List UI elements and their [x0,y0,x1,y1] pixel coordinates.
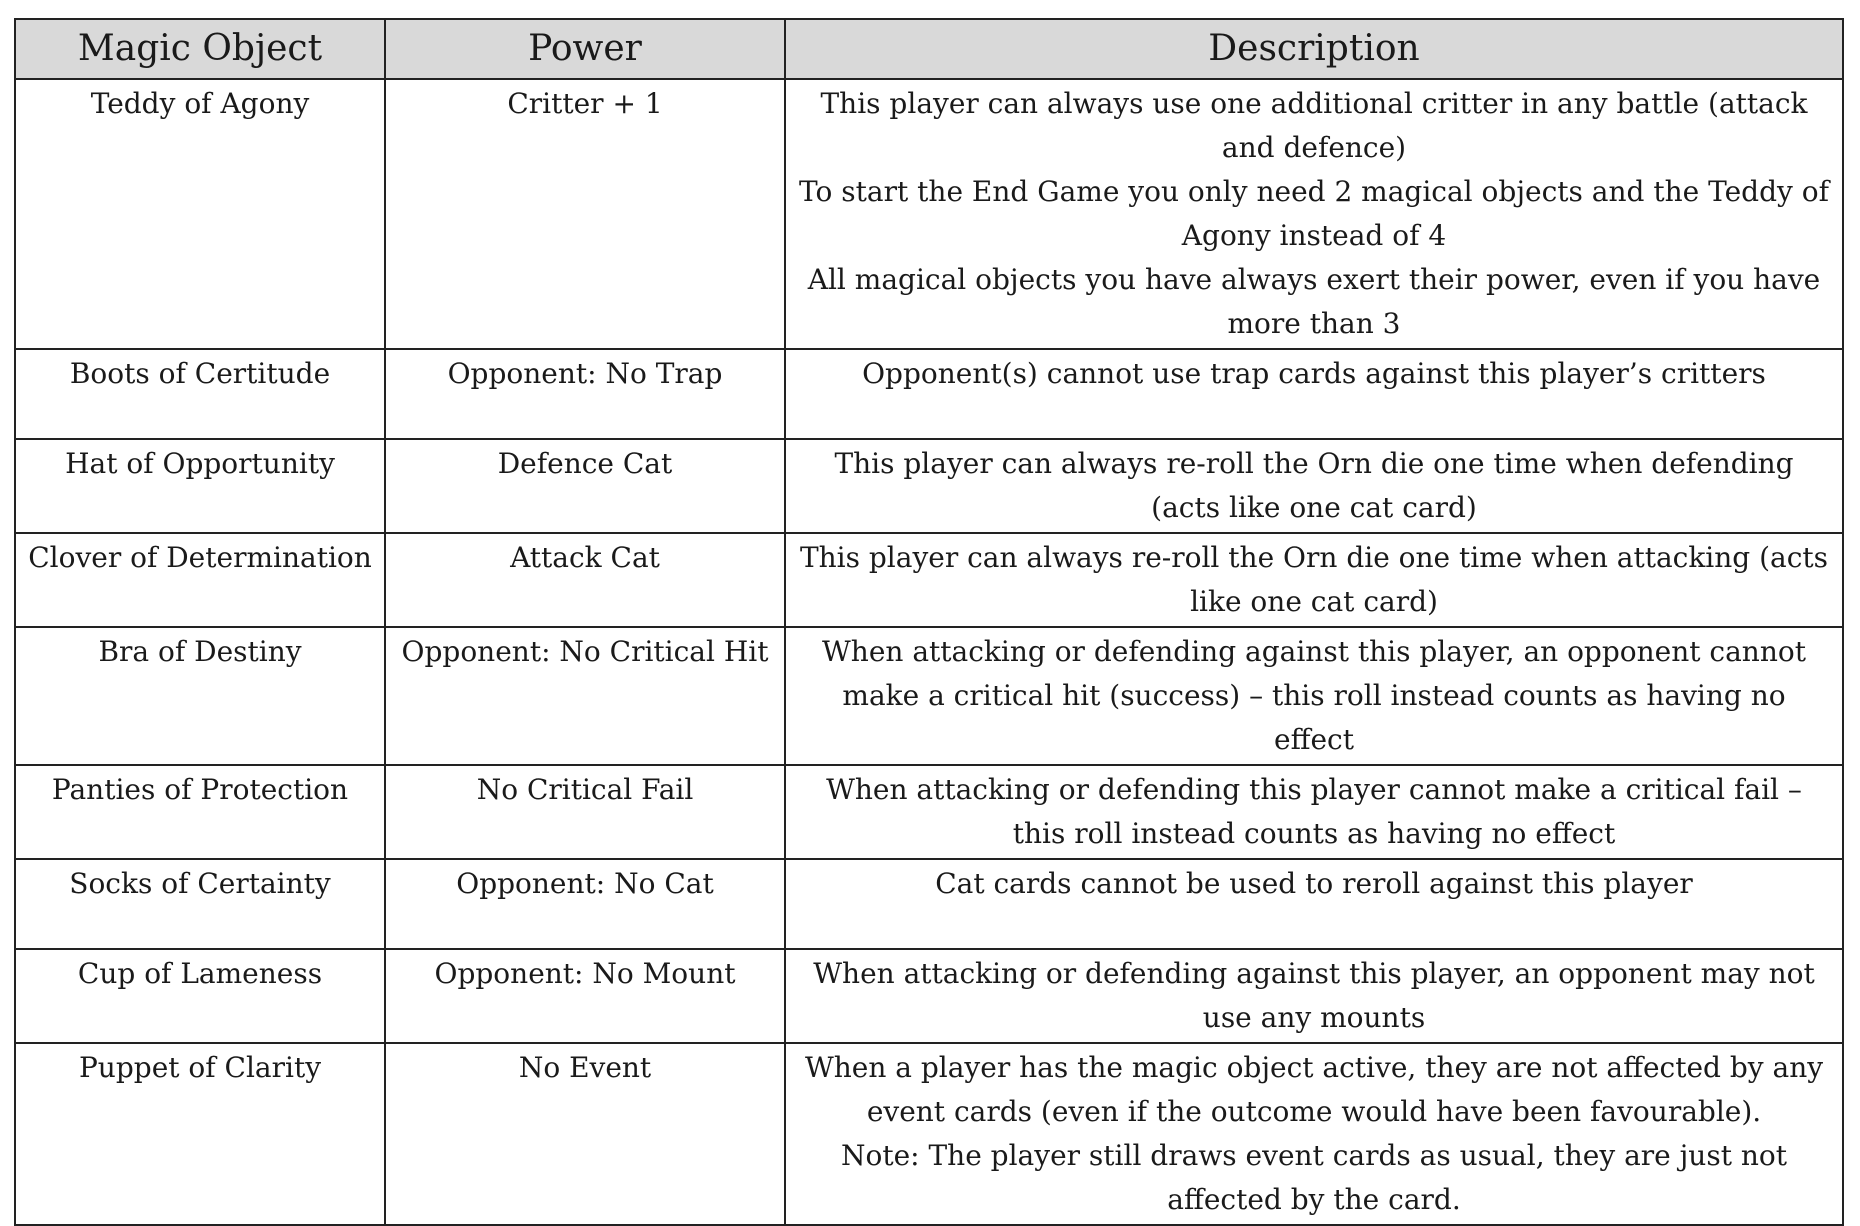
table-row [15,765,1843,859]
description-line: When attacking or defending against this player, an opponent may not use any mounts [813,957,1815,1034]
description-line: To start the End Game you only need 2 magical objects and the Teddy of Agony instead of 4 [799,175,1829,252]
table-row [15,627,1843,765]
cell-object: Clover of Determination [15,533,385,627]
table-header [15,19,1843,79]
cell-description [785,949,1843,1043]
description-line: When a player has the magic object active, they are not affected by any event cards (even if the outcome would have been favourable). [804,1051,1824,1128]
description-line: This player can always re-roll the Orn die one time when attacking (acts like one cat card) [799,541,1829,618]
cell-power: Defence Cat [385,439,785,533]
cell-description [785,859,1843,949]
description-line: Cat cards cannot be used to reroll against this player [935,867,1693,900]
header-power: Power [385,19,785,79]
cell-power: No Event [385,1043,785,1225]
description-line: When attacking or defending this player cannot make a critical fail – this roll instead counts as having no effect [826,773,1802,850]
cell-object: Hat of Opportunity [15,439,385,533]
cell-description [785,79,1843,349]
table-row [15,1043,1843,1225]
cell-power: Opponent: No Cat [385,859,785,949]
description-line: Note: The player still draws event cards as usual, they are just not affected by the card. [840,1139,1787,1216]
cell-power: No Critical Fail [385,765,785,859]
table-row [15,79,1843,349]
cell-description [785,765,1843,859]
cell-power: Attack Cat [385,533,785,627]
magic-objects-table [14,18,1844,1226]
cell-object: Socks of Certainty [15,859,385,949]
table-row [15,949,1843,1043]
table-row [15,533,1843,627]
cell-description [785,627,1843,765]
cell-description [785,439,1843,533]
header-description: Description [785,19,1843,79]
cell-object: Cup of Lameness [15,949,385,1043]
cell-power: Opponent: No Mount [385,949,785,1043]
cell-power: Opponent: No Critical Hit [385,627,785,765]
cell-power: Opponent: No Trap [385,349,785,439]
cell-object: Bra of Destiny [15,627,385,765]
magic-objects-table-container [14,18,1842,1226]
table-row [15,439,1843,533]
cell-description [785,1043,1843,1225]
header-row [15,19,1843,79]
description-line: This player can always use one additional critter in any battle (attack and defence) [820,87,1808,164]
cell-object: Boots of Certitude [15,349,385,439]
cell-object: Puppet of Clarity [15,1043,385,1225]
description-line: Opponent(s) cannot use trap cards against this player’s critters [862,357,1766,390]
cell-power: Critter + 1 [385,79,785,349]
cell-object: Panties of Protection [15,765,385,859]
cell-description [785,533,1843,627]
cell-description [785,349,1843,439]
cell-object: Teddy of Agony [15,79,385,349]
table-row [15,859,1843,949]
description-line: When attacking or defending against this player, an opponent cannot make a critical hit (success) – this roll instead counts as having no effect [822,635,1806,756]
header-magic-object: Magic Object [15,19,385,79]
description-line: All magical objects you have always exert their power, even if you have more than 3 [807,263,1821,340]
table-row [15,349,1843,439]
table-body [15,79,1843,1225]
description-line: This player can always re-roll the Orn die one time when defending (acts like one cat card) [834,447,1794,524]
